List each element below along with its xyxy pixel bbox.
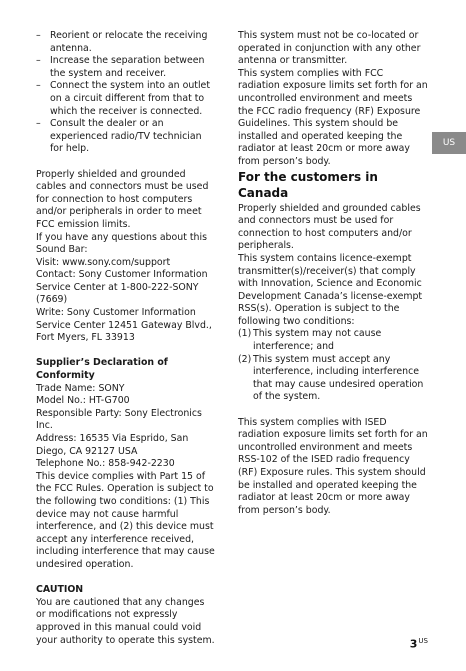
- right-column: [238, 30, 428, 517]
- list-item: – Consult the dealer or an experienced radio/TV technician for help.: [36, 118, 216, 156]
- language-tab: US: [432, 132, 466, 154]
- list-item: – Reorient or relocate the receiving antenna.: [36, 30, 216, 55]
- model-number: Model No.: HT-G700: [36, 395, 130, 407]
- fcc-compliance-text: This device complies with Part 15 of the FCC Rules. Operation is subject to the following two conditions: (1) This device may not cause harmful interference, and (2) this device must accept any interference received, including interference that may cause undesired operation.: [36, 470, 215, 570]
- telephone: Telephone No.: 858-942-2230: [36, 458, 175, 470]
- declaration-heading: Supplier’s Declaration of Conformity: [36, 357, 168, 382]
- fcc-radiation-paragraph: This system complies with FCC radiation exposure limits set forth for an uncontrolled environment and meets the FCC radio frequency (RF) Exposure Guidelines. This system should be installed and operated keeping the radiator at least 20cm or more away from person’s body.: [238, 67, 428, 167]
- page-number-suffix: US: [418, 637, 428, 645]
- list-item: – Connect the system into an outlet on a circuit different from that to which the receiver is connected.: [36, 80, 216, 118]
- shielded-cables-paragraph: Properly shielded and grounded cables and connectors must be used for connection to host computers and/or peripherals in order to meet FCC emission limits.: [36, 168, 209, 230]
- address: Address: 16535 Via Esprido, San Diego, CA 92127 USA: [36, 433, 189, 457]
- canada-heading: For the customers in Canada: [238, 169, 378, 200]
- interference-measures-list: [36, 30, 216, 156]
- condition-number: (2): [238, 353, 252, 365]
- conditions-list: [238, 328, 428, 404]
- caution-text: You are cautioned that any changes or modifications not expressly approved in this manual could void your authority to operate this system.: [36, 596, 215, 646]
- questions-line: If you have any questions about this: [36, 231, 207, 243]
- licence-exempt-paragraph: This system contains licence-exempt transmitter(s)/receiver(s) that comply with Innovation, Science and Economic Development Canada’s license-exempt RSS(s). Operation is subject to the following two conditions:: [238, 252, 423, 327]
- ised-paragraph: This system complies with ISED radiation exposure limits set forth for an uncontrolled environment and meets RSS-102 of the ISED radio frequency (RF) Exposure rules. This system should be installed and operated keeping the radiator at least 20cm or more away from person’s body.: [238, 416, 428, 516]
- left-column: [36, 30, 216, 647]
- responsible-party: Responsible Party: Sony Electronics Inc.: [36, 407, 202, 432]
- list-item: [238, 354, 428, 404]
- caution-block: [36, 584, 216, 647]
- colocated-paragraph: This system must not be co-located or operated in conjunction with any other antenna or transmitter.: [238, 30, 421, 67]
- contact-line: Contact: Sony Customer Information Service Center at 1-800-222-SONY (7669): [36, 269, 208, 306]
- sound-bar-line: Sound Bar:: [36, 244, 88, 256]
- condition-number: (1): [238, 328, 252, 340]
- page-number-value: 3: [409, 637, 418, 651]
- declaration-block: [36, 357, 216, 571]
- page-number: [410, 637, 428, 651]
- contact-block: [36, 232, 216, 345]
- write-line: Write: Sony Customer Information Service Center 12451 Gateway Blvd., Fort Myers, FL 33913: [36, 307, 212, 344]
- list-item: – Increase the separation between the system and receiver.: [36, 55, 216, 80]
- condition-text: This system must accept any interference, including interference that may cause undesired operation of the system.: [253, 353, 424, 403]
- canada-shielded-paragraph: Properly shielded and grounded cables and connectors must be used for connection to host computers and/or peripherals.: [238, 202, 421, 252]
- trade-name: Trade Name: SONY: [36, 382, 125, 394]
- list-item: [238, 328, 428, 353]
- caution-heading: CAUTION: [36, 584, 84, 596]
- visit-line: Visit: www.sony.com/support: [36, 256, 171, 268]
- condition-text: This system may not cause interference; and: [253, 328, 382, 353]
